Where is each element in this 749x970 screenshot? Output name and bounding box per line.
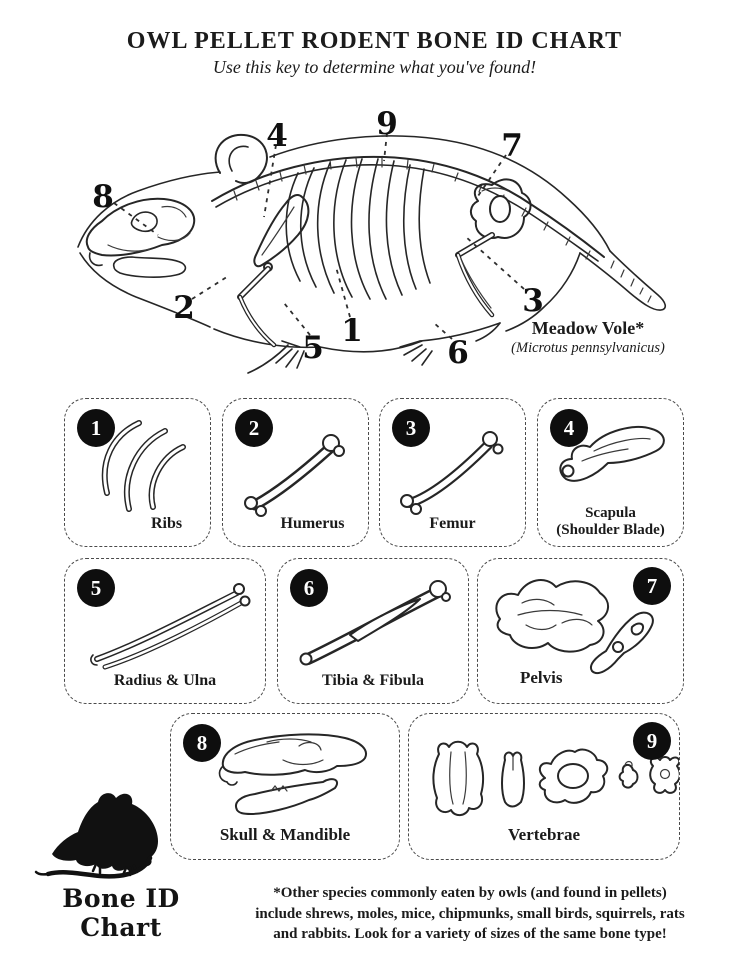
badge-6-number: 6 [303, 575, 315, 600]
badge-4-number: 4 [563, 415, 575, 440]
badge-1 [77, 409, 115, 447]
skeleton-callout-1: 1 [341, 313, 363, 349]
badge-7 [633, 567, 671, 605]
page-title: OWL PELLET RODENT BONE ID CHART [126, 28, 623, 54]
specimen-latin: (Microtus pennsylvanicus) [511, 340, 665, 356]
bone-card-skull-mandible [170, 713, 400, 860]
footnote-line-1: *Other species commonly eaten by owls (and found in pellets) [273, 885, 667, 901]
bone-label-scapula-line2: (Shoulder Blade) [556, 522, 665, 538]
skeleton-callout-9: 9 [376, 106, 398, 142]
vole-ribcage [286, 159, 430, 299]
bone-label-skull-mandible: Skull & Mandible [219, 825, 351, 844]
bone-label-humerus: Humerus [280, 515, 345, 532]
bone-card-femur [379, 398, 526, 547]
bone-card-tibia-fibula [277, 558, 469, 704]
badge-9 [633, 722, 671, 760]
vole-scapula [254, 195, 308, 266]
skeleton-callout-5: 5 [302, 330, 324, 366]
skeleton-callout-8: 8 [92, 179, 114, 215]
bone-label-tibia-fibula: Tibia & Fibula [322, 672, 424, 689]
bone-label-scapula-line1: Scapula [585, 505, 636, 521]
skeleton-callout-4: 4 [266, 118, 288, 154]
badge-4 [550, 409, 588, 447]
badge-5-number: 5 [90, 575, 102, 600]
badge-6 [290, 569, 328, 607]
bone-label-pelvis: Pelvis [520, 668, 563, 687]
bone-label-radius-ulna: Radius & Ulna [113, 672, 217, 689]
badge-7-number: 7 [646, 573, 658, 598]
bone-label-scapula [538, 505, 683, 539]
bone-label-vertebrae: Vertebrae [507, 825, 581, 844]
brand-title: Bone ID Chart [62, 884, 180, 942]
skeleton-callout-3: 3 [522, 283, 544, 319]
bone-card-humerus [222, 398, 369, 547]
mouse-silhouette [30, 778, 165, 888]
vole-front-limb [240, 263, 304, 373]
badge-8-number: 8 [196, 730, 208, 755]
specimen-name: Meadow Vole* [531, 318, 645, 338]
bone-card-pelvis [477, 558, 684, 704]
badge-2-number: 2 [248, 415, 260, 440]
badge-5 [77, 569, 115, 607]
bone-label-ribs: Ribs [150, 515, 183, 532]
page-subtitle: Use this key to determine what you've found! [212, 57, 537, 77]
bone-card-scapula [537, 398, 684, 547]
skeleton-callout-2: 2 [173, 290, 195, 326]
vole-ear [216, 135, 267, 183]
specimen-caption [493, 318, 683, 357]
skeleton-callout-6: 6 [447, 335, 469, 371]
bone-card-vertebrae [408, 713, 680, 860]
badge-2 [235, 409, 273, 447]
footnote [220, 883, 720, 945]
badge-3-number: 3 [405, 415, 417, 440]
footnote-line-3: and rabbits. Look for a variety of sizes of the same bone type! [273, 926, 667, 942]
footnote-line-2: include shrews, moles, mice, chipmunks, small birds, squirrels, rats [255, 905, 685, 922]
badge-9-number: 9 [646, 728, 658, 753]
badge-8 [183, 724, 221, 762]
bone-card-radius-ulna [64, 558, 266, 704]
skeleton-callout-7: 7 [501, 128, 523, 164]
bone-card-ribs [64, 398, 211, 547]
bone-label-femur: Femur [429, 515, 476, 532]
badge-3 [392, 409, 430, 447]
badge-1-number: 1 [90, 415, 102, 440]
